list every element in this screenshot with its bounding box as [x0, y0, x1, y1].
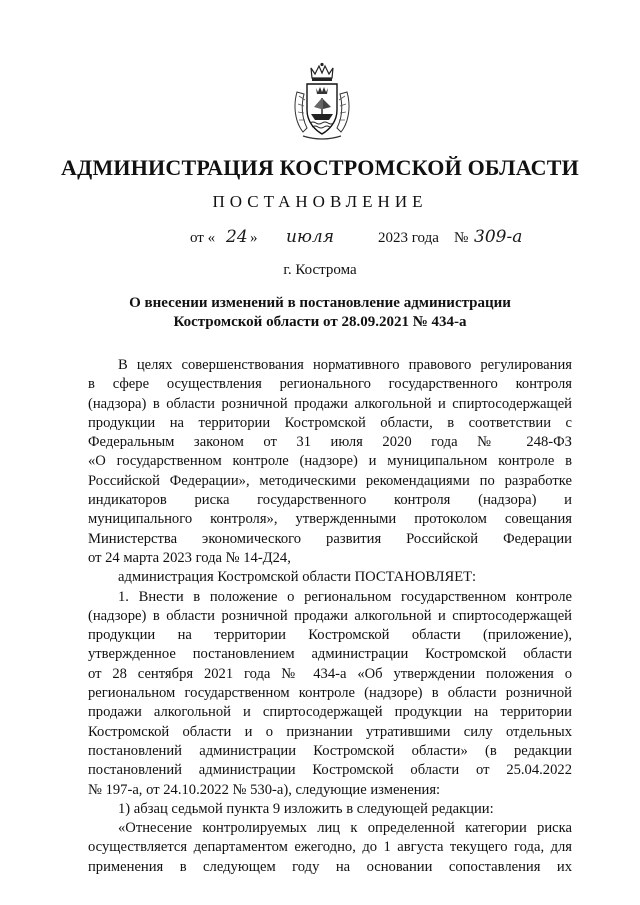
- body-line: утвержденное постановлением администрации Костромской области: [88, 646, 572, 663]
- body-line: продажи алкогольной и спиртосодержащей продукции на территории: [88, 704, 572, 721]
- body-line: муниципального контроля», утвержденными протоколом совещания: [88, 511, 572, 528]
- body-line: «Отнесение контролируемых лиц к определенной категории риска: [118, 820, 572, 837]
- body-line: Костромской области и о признании утратившими силу отдельных: [88, 723, 572, 740]
- body-line: (надзоре) в области розничной продажи алкогольной и спиртосодержащей: [88, 607, 572, 624]
- body-line: в сфере осуществления регионального государственного контроля: [88, 376, 572, 393]
- document-type: ПОСТАНОВЛЕНИЕ: [212, 192, 428, 211]
- date-year: 2023 года: [378, 230, 439, 246]
- body-line: от 24 марта 2023 года № 14-Д24,: [88, 549, 291, 566]
- body-line: В целях совершенствования нормативного правового регулирования: [118, 357, 572, 373]
- body-line: региональном государственном контроле (надзоре) в области розничной: [88, 685, 572, 702]
- body-line: Министерства экономического развития Российской Федерации: [88, 530, 572, 547]
- date-prefix: от «: [190, 230, 216, 246]
- date-close-quote: »: [250, 230, 258, 246]
- document-subject: [0, 294, 640, 332]
- coat-of-arms-emblem: [289, 62, 355, 142]
- subject-line: О внесении изменений в постановление администрации: [129, 295, 511, 311]
- document-number: 309-а: [474, 227, 523, 247]
- body-line: Российской Федерации», методическими рекомендациями по разработке: [88, 472, 572, 489]
- body-line: применения в следующем году на основании сопоставления их: [88, 858, 572, 875]
- date-day: 24: [226, 227, 248, 247]
- body-line: (надзора) в области розничной продажи алкогольной и спиртосодержащей: [88, 395, 572, 412]
- body-line: продукции на территории Костромской области, в соответствии с: [88, 414, 572, 431]
- body-line: 1. Внести в положение о региональном государственном контроле: [118, 588, 572, 605]
- organization-title: АДМИНИСТРАЦИЯ КОСТРОМСКОЙ ОБЛАСТИ: [61, 155, 579, 180]
- document-body: [88, 356, 572, 877]
- body-line: Федеральным законом от 31 июля 2020 года № 248-ФЗ: [88, 434, 572, 451]
- subject-line: Костромской области от 28.09.2021 № 434-а: [173, 314, 467, 330]
- body-line: от 28 сентября 2021 года № 434-а «Об утверждении положения о: [88, 665, 572, 682]
- body-line: постановлений администрации Костромской области» (в редакции: [88, 742, 572, 759]
- body-line: продукции на территории Костромской области (приложение),: [88, 627, 572, 644]
- document-date-line: [190, 226, 550, 250]
- date-month: июля: [286, 227, 334, 247]
- body-line: № 197-а, от 24.10.2022 № 530-а), следующие изменения:: [88, 781, 441, 798]
- body-line: «О государственном контроле (надзоре) и муниципальном контроле в: [88, 453, 572, 470]
- body-line: индикаторов риска государственного контроля (надзора) и: [88, 492, 572, 509]
- body-line: администрация Костромской области ПОСТАНОВЛЯЕТ:: [118, 569, 477, 586]
- number-prefix: №: [454, 230, 469, 246]
- body-line: постановлений администрации Костромской области от 25.04.2022: [88, 762, 572, 779]
- city-name: г. Кострома: [283, 262, 357, 278]
- body-line: 1) абзац седьмой пункта 9 изложить в следующей редакции:: [118, 800, 494, 817]
- body-line: осуществляется департаментом ежегодно, до 1 августа текущего года, для: [88, 839, 572, 856]
